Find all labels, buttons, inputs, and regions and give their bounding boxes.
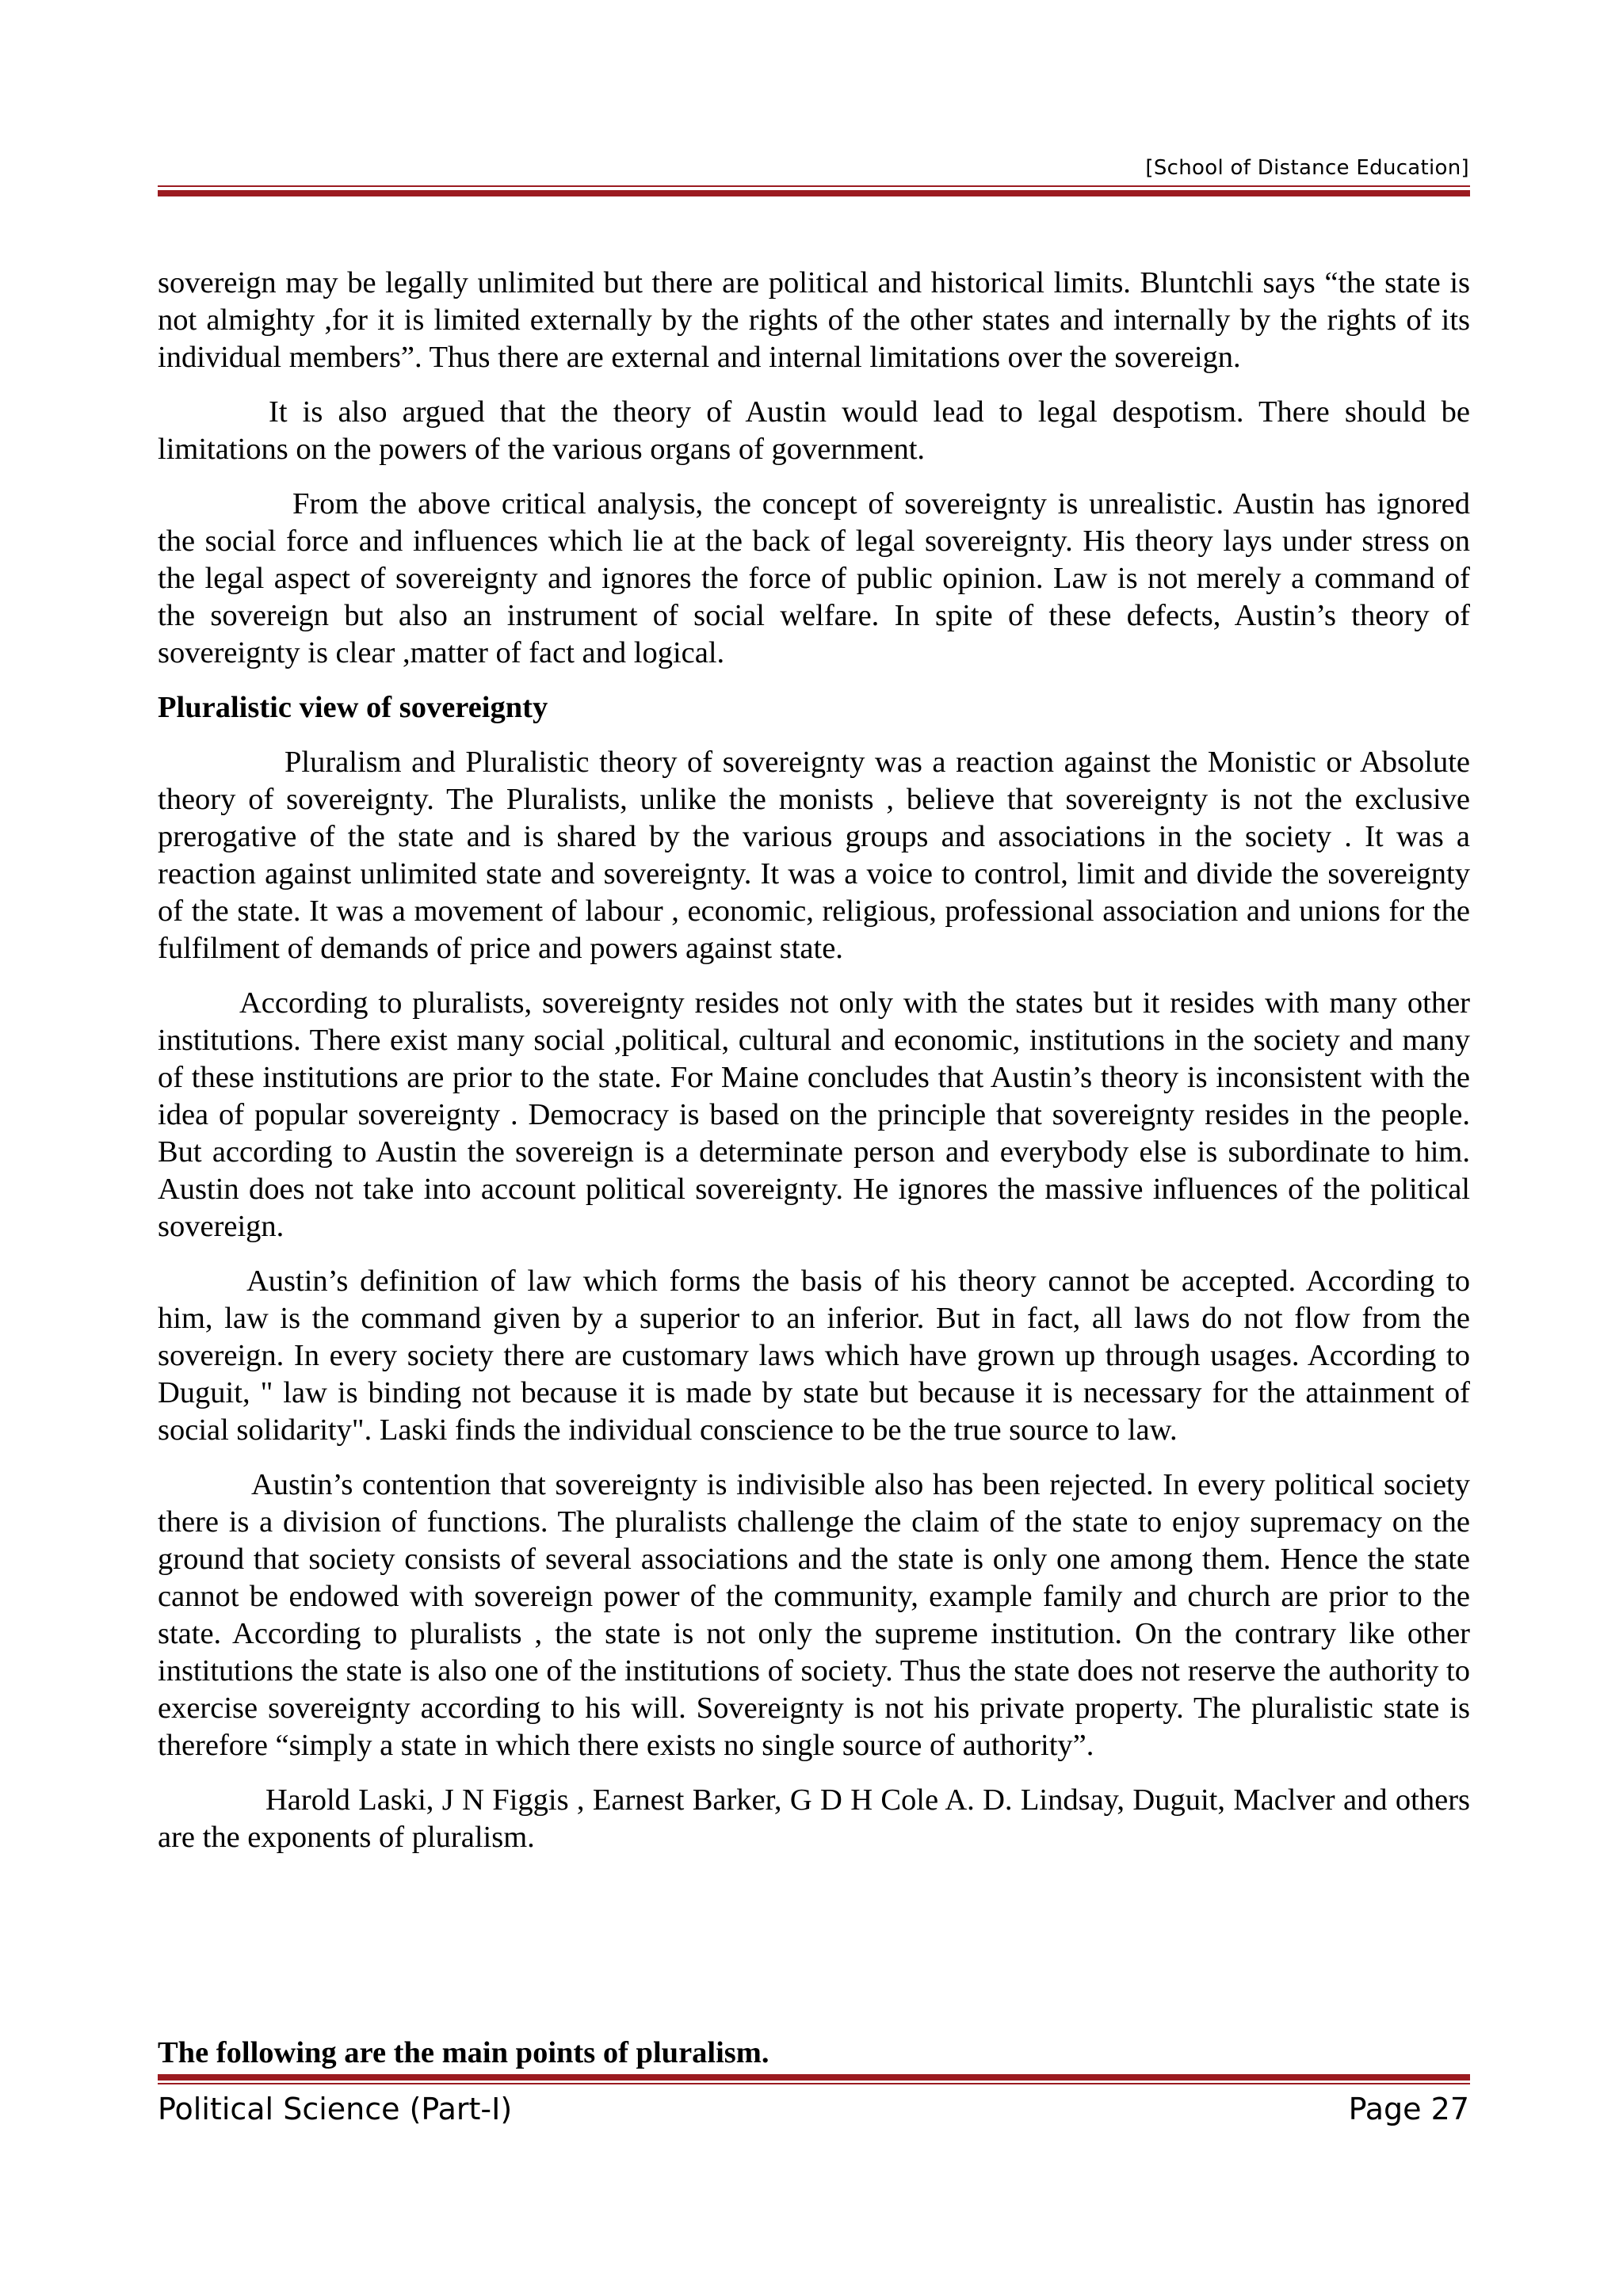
header-rule-thin: [158, 185, 1470, 187]
header-title: [School of Distance Education]: [1145, 156, 1469, 180]
paragraph-6: Austin’s definition of law which forms the basis of his theory cannot be accepted. According to him, law is the command given by a superior to an inferior. But in fact, all laws do not flow from the sovereign. In every society there are customary laws which have grown up through usages. According to Duguit, " law is binding not because it is made by state but because it is necessary for the attainment of social solidarity". Laski finds the individual conscience to be the true source to law.: [158, 1264, 1470, 1447]
paragraph-3: From the above critical analysis, the concept of sovereignty is unrealistic. Austin has ignored the social force and influences which lie at the back of legal sovereignty. His theory lays under stress on the legal aspect of sovereignty and ignores the force of public opinion. Law is not merely a command of the sovereign but also an instrument of social welfare. In spite of these defects, Austin’s theory of sovereignty is clear ,matter of fact and logical.: [158, 487, 1470, 669]
header-rule-thick: [158, 190, 1470, 196]
paragraph-4: Pluralism and Pluralistic theory of sovereignty was a reaction against the Monistic or Absolute theory of sovereignty. The Pluralists, unlike the monists , believe that sovereignty is not the exclusive prerogative of the state and is shared by the various groups and associations in the society . It was a reaction against unlimited state and sovereignty. It was a voice to control, limit and divide the sovereignty of the state. It was a movement of labour , economic, religious, professional association and unions for the fulfilment of demands of price and powers against state.: [158, 746, 1470, 965]
paragraph-7: Austin’s contention that sovereignty is indivisible also has been rejected. In every political society there is a division of functions. The pluralists challenge the claim of the state to enjoy supremacy on the ground that society consists of several associations and the state is only one among them. Hence the state cannot be endowed with sovereign power of the community, example family and church are prior to the state. According to pluralists , the state is not only the supreme institution. On the contrary like other institutions the state is also one of the institutions of society. Thus the state does not reserve the authority to exercise sovereignty according to his will. Sovereignty is not his private property. The pluralistic state is therefore “simply a state in which there exists no single source of authority”.: [158, 1468, 1470, 1762]
footer-page-number: Page 27: [1348, 2092, 1469, 2126]
paragraph-2: It is also argued that the theory of Austin would lead to legal despotism. There should be limitations on the powers of the various organs of government.: [158, 395, 1470, 466]
section-heading: Pluralistic view of sovereignty: [158, 691, 548, 724]
paragraph-8: Harold Laski, J N Figgis , Earnest Barker, G D H Cole A. D. Lindsay, Duguit, Maclver and others are the exponents of pluralism.: [158, 1783, 1470, 1854]
footer-rule-thick: [158, 2074, 1470, 2081]
footer-course-title: Political Science (Part-I): [158, 2092, 513, 2126]
paragraph-5: According to pluralists, sovereignty resides not only with the states but it resides with many other institutions. There exist many social ,political, cultural and economic, institutions in the society and many of these institutions are prior to the state. For Maine concludes that Austin’s theory is inconsistent with the idea of popular sovereignty . Democracy is based on the principle that sovereignty resides in the people. But according to Austin the sovereign is a determinate person and everybody else is subordinate to him. Austin does not take into account political sovereignty. He ignores the massive influences of the political sovereign.: [158, 986, 1470, 1243]
paragraph-1: sovereign may be legally unlimited but there are political and historical limits. Bluntchli says “the state is not almighty ,for it is limited externally by the rights of the other states and internally by the rights of its individual members”. Thus there are external and internal limitations over the sovereign.: [158, 266, 1470, 374]
closing-heading: The following are the main points of pluralism.: [158, 2036, 769, 2069]
footer-rule-thin: [158, 2083, 1470, 2084]
body-text: [158, 265, 1470, 1874]
